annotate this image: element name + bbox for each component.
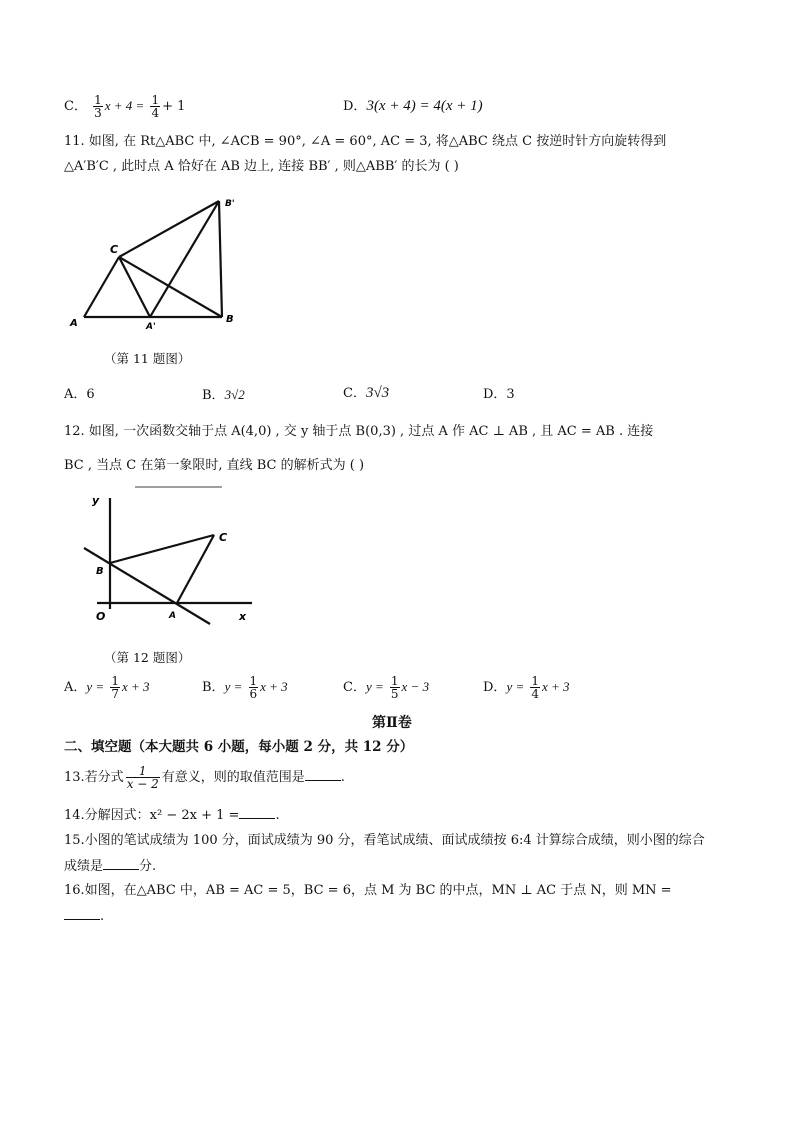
fill-in-section-header: 二、填空题（本大题共 6 小题，每小题 2 分，共 12 分）	[64, 739, 414, 755]
q15-answer-blank[interactable]	[103, 857, 139, 870]
q12-text-line1: 12. 如图, 一次函数交轴于点 A(4,0) , 交 y 轴于点 B(0,3) , 过点 A 作 AC ⊥ AB , 且 AC = AB . 连接	[64, 424, 654, 439]
part2-title: 第Ⅱ卷	[372, 715, 412, 731]
q12-label-y: y	[92, 494, 100, 507]
q12-option-d: D．y = $\frac{1}{4}$ x + 3	[483, 674, 570, 701]
q10-option-c: C． $\frac{1}{3}$ x + 4 = $\frac{1}{4}$ + 1	[64, 93, 186, 120]
q11-label-Aprime: A'	[146, 322, 156, 332]
q12-label-C: C	[219, 531, 228, 544]
q11-label-B: B	[226, 314, 234, 325]
q14-text: 14.分解因式：x² − 2x + 1 = .	[64, 808, 280, 823]
q11-caption: （第 11 题图）	[104, 351, 191, 366]
q12-caption: （第 12 题图）	[104, 650, 191, 665]
q12-label-A: A	[169, 611, 176, 621]
q11-text-line2: △A′B′C , 此时点 A 恰好在 AB 边上, 连接 BB′ , 则△ABB′ 的长为 ( )	[64, 159, 459, 174]
q11-option-b: B．3√2	[202, 387, 245, 403]
q14-answer-blank[interactable]	[239, 806, 275, 819]
q11-label-C: C	[110, 243, 119, 256]
q12-label-B: B	[96, 566, 104, 577]
q11-option-a: A．6	[64, 387, 95, 402]
q15-text-line1: 15.小图的笔试成绩为 100 分，面试成绩为 90 分，看笔试成绩、面试成绩按 6:4 计算综合成绩，则小图的综合	[64, 833, 705, 848]
q15-text-line2: 成绩是 分.	[64, 859, 157, 874]
q10-c-fraction-2: $\frac{1}{4}$	[151, 93, 160, 120]
q11-figure	[62, 190, 262, 335]
q12-figure	[72, 484, 272, 634]
q16-text-line2: .	[64, 907, 104, 926]
q13-text: 13.若分式 $\frac{1}{x - 2}$ 有意义，则的取值范围是 .	[64, 764, 345, 791]
q13-answer-blank[interactable]	[305, 768, 341, 781]
q16-answer-blank[interactable]	[64, 907, 100, 920]
q12-option-a: A．y = $\frac{1}{7}$ x + 3	[64, 674, 150, 701]
q12-label-x: x	[239, 610, 247, 623]
q11-label-A: A	[70, 318, 78, 329]
q11-text-line1: 11. 如图, 在 Rt△ABC 中, ∠ACB = 90°, ∠A = 60°, AC = 3, 将△ABC 绕点 C 按逆时针方向旋转得到	[64, 134, 667, 149]
q12-text-line2: BC , 当点 C 在第一象限时, 直线 BC 的解析式为 ( )	[64, 458, 365, 473]
q11-option-c: C．3√3	[343, 385, 390, 401]
q12-label-O: O	[96, 610, 106, 623]
q12-option-c: C．y = $\frac{1}{5}$ x − 3	[343, 674, 430, 701]
q16-text-line1: 16.如图，在△ABC 中，AB = AC = 5，BC = 6，点 M 为 BC 的中点，MN ⊥ AC 于点 N，则 MN =	[64, 883, 672, 898]
q10-option-d: D．3(x + 4) = 4(x + 1)	[343, 98, 483, 114]
q11-option-d: D．3	[483, 387, 515, 402]
q10-c-fraction-1: $\frac{1}{3}$	[94, 93, 102, 120]
q11-label-Bprime: B'	[225, 199, 235, 209]
q12-option-b: B．y = $\frac{1}{6}$ x + 3	[202, 674, 288, 701]
